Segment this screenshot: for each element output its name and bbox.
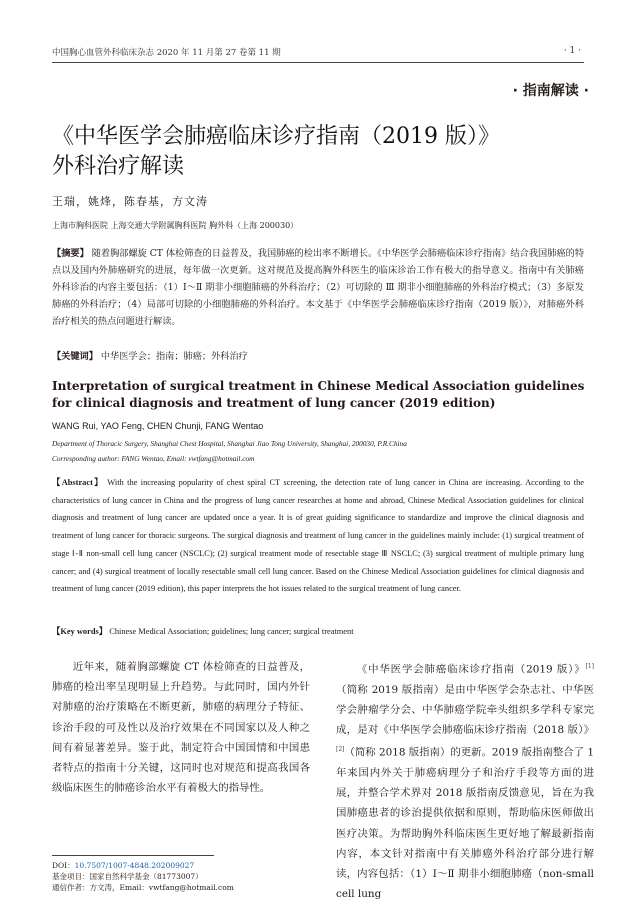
header-divider xyxy=(52,62,584,63)
page-number: · 1 · xyxy=(563,46,581,56)
section-tag: · 指南解读 · xyxy=(512,83,589,99)
abstract-en-label: 【Abstract】 xyxy=(52,478,104,487)
keywords-cn xyxy=(52,348,584,362)
body-column-right xyxy=(336,657,594,904)
article-title xyxy=(52,122,592,182)
journal-header: 中国胸心血管外科临床杂志 2020 年 11 月第 27 卷第 11 期 xyxy=(52,48,281,58)
keywords-en-text: Chinese Medical Association; guidelines; lung cancer; surgical treatment xyxy=(109,627,354,636)
authors-en: WANG Rui, YAO Feng, CHEN Chunji, FANG Wentao xyxy=(52,421,264,431)
reference-1[interactable]: [1] xyxy=(585,663,594,670)
abstract-cn-label: 【摘要】 xyxy=(52,248,89,259)
abstract-cn-text: 随着胸部螺旋 CT 体检筛查的日益普及，我国肺癌的检出率不断增长。《中华医学会肺癌临床诊疗指南》结合我国肺癌的特点以及国内外肺癌研究的进展，每年做一次更新。这对规范及提高胸外科医生的临床诊治工作有极大的指导意义。指南中有关肺癌外科诊治的内容主要包括：（1）Ⅰ～Ⅱ 期非小细胞肺癌的外科治疗；（2）可切除的 Ⅲ 期非小细胞肺癌的外科治疗模式；（3）多原发肺癌的外科治疗；（4）局部可切除的小细胞肺癌的外科治疗。本文基于《中华医学会肺癌临床诊疗指南（2019 版）》，对肺癌外科治疗相关的热点问题进行解读。 xyxy=(52,248,585,327)
body-right-part-3: （简称 2018 版指南）的更新。2019 版指南整合了 1 年来国内外关于肺癌病理分子和治疗手段等方面的进展，并整合学术界对 2018 版指南反馈意见，旨在为我国肺癌患者的诊治提供依据和原则，帮助临床医师做出医疗决策。为帮助胸外科临床医生更好地了解最新指南内容，本文针对指南中有关肺癌外科治疗部分进行解读，内容包括：（1）Ⅰ～Ⅱ 期非小细胞肺癌（non-small cell lung xyxy=(336,746,594,901)
doi-link[interactable]: 10.7507/1007-4848.202009027 xyxy=(74,861,195,870)
body-right-part-1: 《中华医学会肺癌临床诊疗指南（2019 版）》 xyxy=(356,663,586,676)
keywords-cn-text: 中华医学会；指南；肺癌；外科治疗 xyxy=(100,351,248,362)
abstract-en xyxy=(52,474,584,598)
abstract-cn xyxy=(52,245,584,330)
affiliation-cn: 上海市胸科医院 上海交通大学附属胸科医院 胸外科（上海 200030） xyxy=(52,221,299,230)
keywords-en-label: 【Key words】 xyxy=(52,627,108,636)
body-column-left: 近年来，随着胸部螺旋 CT 体检筛查的日益普及，肺癌的检出率呈现明显上升趋势。与此同时，国内外针对肺癌的治疗策略在不断更新，肺癌的病理分子特征、诊治手段的可及性以及治疗效果在不同国家以及人种之间有着显著差异。鉴于此，制定符合中国国情和中国患者特点的指南十分关键，这同时也对规范和提高我国各级临床医生的肺癌诊治水平有着极大的指导性。 xyxy=(52,661,310,795)
department-en: Department of Thoracic Surgery, Shanghai Chest Hospital, Shanghai Jiao Tong University, Shanghai, 200030, P.R.China xyxy=(52,439,407,448)
authors-cn: 王瑞，姚烽，陈春基，方文涛 xyxy=(52,195,208,208)
english-title: Interpretation of surgical treatment in Chinese Medical Association guidelines for clinical diagnosis and treatment of lung cancer (2019 edition) xyxy=(52,379,585,410)
corresponding-author-en: Corresponding author: FANG Wentao, Email: vwtfang@hotmail.com xyxy=(52,454,255,463)
keywords-en xyxy=(52,625,584,637)
body-right-part-2: （简称 2019 版指南）是由中华医学会杂志社、中华医学会肿瘤学分会、中华肺癌学院牵头组织多学科专家完成，是对《中华医学会肺癌临床诊疗指南（2018 版）》 xyxy=(336,683,594,737)
doi-label: DOI： xyxy=(52,861,75,870)
title-line-1: 《中华医学会肺癌临床诊疗指南（2019 版）》 xyxy=(52,124,500,149)
abstract-en-text: With the increasing popularity of chest spiral CT screening, the detection rate of lung cancer in China are increasing. According to the characteristics of lung cancer in China and the progress of lung cancer researches at home and abroad, Chinese Medical Association guidelines for clinical diagnosis and treatment of lung cancer are updated once a year. It is of great guiding significance to standardize and improve the clinical diagnosis and treatment of lung cancer for thoracic surgeons. The surgical diagnosis and treatment of lung cancer in the guidelines mainly include: (1) surgical treatment of stage Ⅰ-Ⅱ non-small cell lung cancer (NSCLC); (2) surgical treatment mode of resectable stage Ⅲ NSCLC; (3) surgical treatment of multiple primary lung cancer; and (4) surgical treatment of locally resectable small cell lung cancer. Based on the Chinese Medical Association guidelines for clinical diagnosis and treatment of lung cancer (2019 edition), this paper interprets the hot issues related to the surgical treatment of lung cancer. xyxy=(52,478,585,594)
reference-2[interactable]: [2] xyxy=(336,746,345,754)
footnote-divider xyxy=(52,855,214,856)
keywords-cn-label: 【关键词】 xyxy=(52,351,98,362)
doi-line xyxy=(52,860,194,871)
correspondence-line: 通信作者：方文涛，Email：vwtfang@hotmail.com xyxy=(52,883,234,892)
title-line-2: 外科治疗解读 xyxy=(52,154,185,179)
fund-line: 基金项目：国家自然科学基金（81773007） xyxy=(52,872,203,881)
